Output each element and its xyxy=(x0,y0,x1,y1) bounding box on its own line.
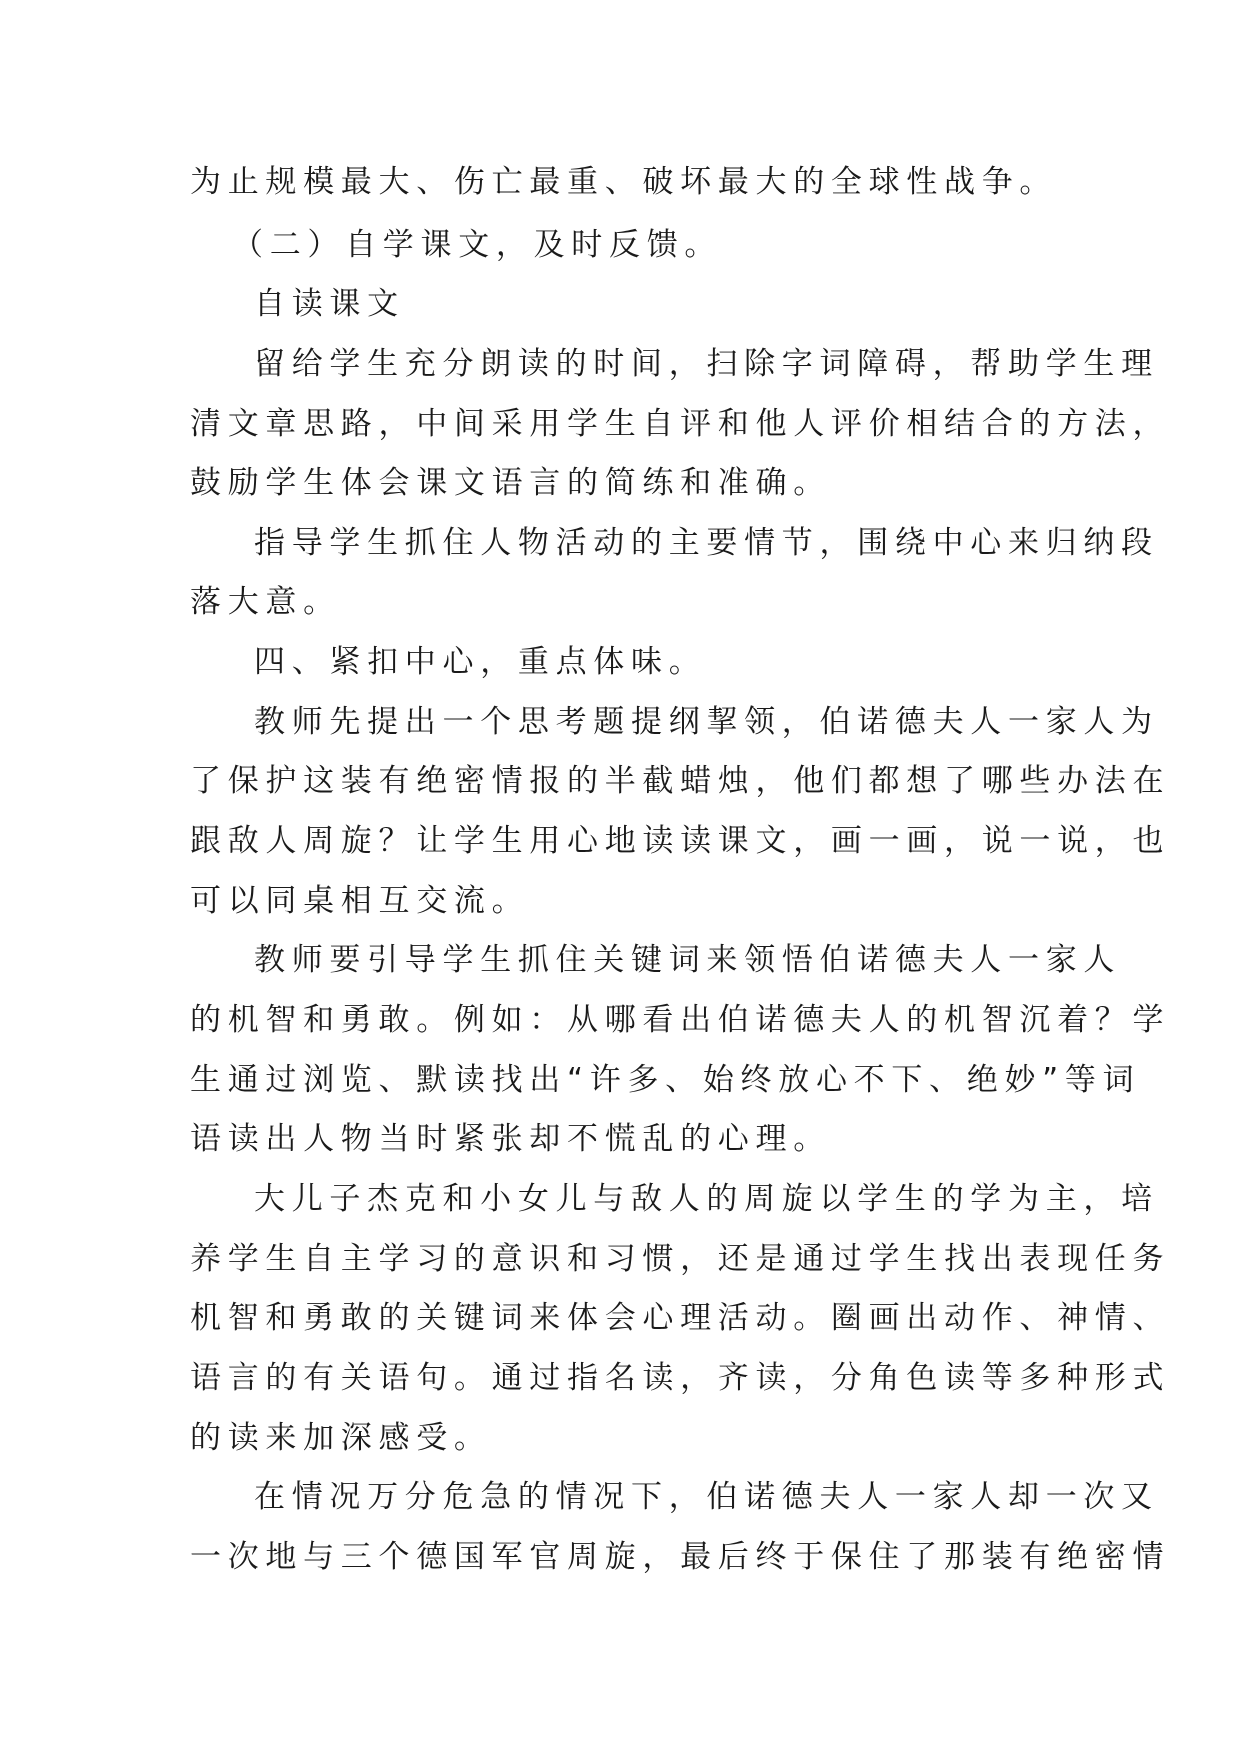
text-line: 生通过浏览、默读找出“许多、始终放心不下、绝妙”等词 xyxy=(190,1062,1141,1098)
text-line: 落大意。 xyxy=(190,584,341,620)
text-line: 鼓励学生体会课文语言的简练和准确。 xyxy=(190,465,831,501)
text-line: 跟敌人周旋？让学生用心地读读课文，画一画，说一说，也 xyxy=(190,823,1171,859)
paragraph-first-line: 指导学生抓住人物活动的主要情节，围绕中心来归纳段 xyxy=(254,525,1159,561)
text-line: 为止规模最大、伤亡最重、破坏最大的全球性战争。 xyxy=(190,164,1058,200)
subheading: 自读课文 xyxy=(254,286,405,322)
text-line: 养学生自主学习的意识和习惯，还是通过学生找出表现任务 xyxy=(190,1241,1171,1277)
text-line: 可以同桌相互交流。 xyxy=(190,883,530,919)
text-line: 的读来加深感受。 xyxy=(190,1420,492,1456)
text-line: 机智和勇敢的关键词来体会心理活动。圈画出动作、神情、 xyxy=(190,1300,1171,1336)
paragraph-first-line: 在情况万分危急的情况下，伯诺德夫人一家人却一次又 xyxy=(254,1479,1159,1515)
text-line: 清文章思路，中间采用学生自评和他人评价相结合的方法， xyxy=(190,406,1171,442)
section-heading: （二）自学课文，及时反馈。 xyxy=(232,227,723,263)
section-heading: 四、紧扣中心，重点体味。 xyxy=(254,644,707,680)
text-line: 了保护这装有绝密情报的半截蜡烛，他们都想了哪些办法在 xyxy=(190,763,1171,799)
text-line: 语言的有关语句。通过指名读，齐读，分角色读等多种形式 xyxy=(190,1360,1171,1396)
paragraph-first-line: 留给学生充分朗读的时间，扫除字词障碍，帮助学生理 xyxy=(254,346,1159,382)
paragraph-first-line: 大儿子杰克和小女儿与敌人的周旋以学生的学为主，培 xyxy=(254,1181,1159,1217)
paragraph-first-line: 教师先提出一个思考题提纲挈领，伯诺德夫人一家人为 xyxy=(254,704,1159,740)
text-line: 的机智和勇敢。例如：从哪看出伯诺德夫人的机智沉着？学 xyxy=(190,1002,1171,1038)
paragraph-first-line: 教师要引导学生抓住关键词来领悟伯诺德夫人一家人 xyxy=(254,942,1122,978)
text-line: 一次地与三个德国军官周旋，最后终于保住了那装有绝密情 xyxy=(190,1539,1171,1575)
text-line: 语读出人物当时紧张却不慌乱的心理。 xyxy=(190,1121,831,1157)
